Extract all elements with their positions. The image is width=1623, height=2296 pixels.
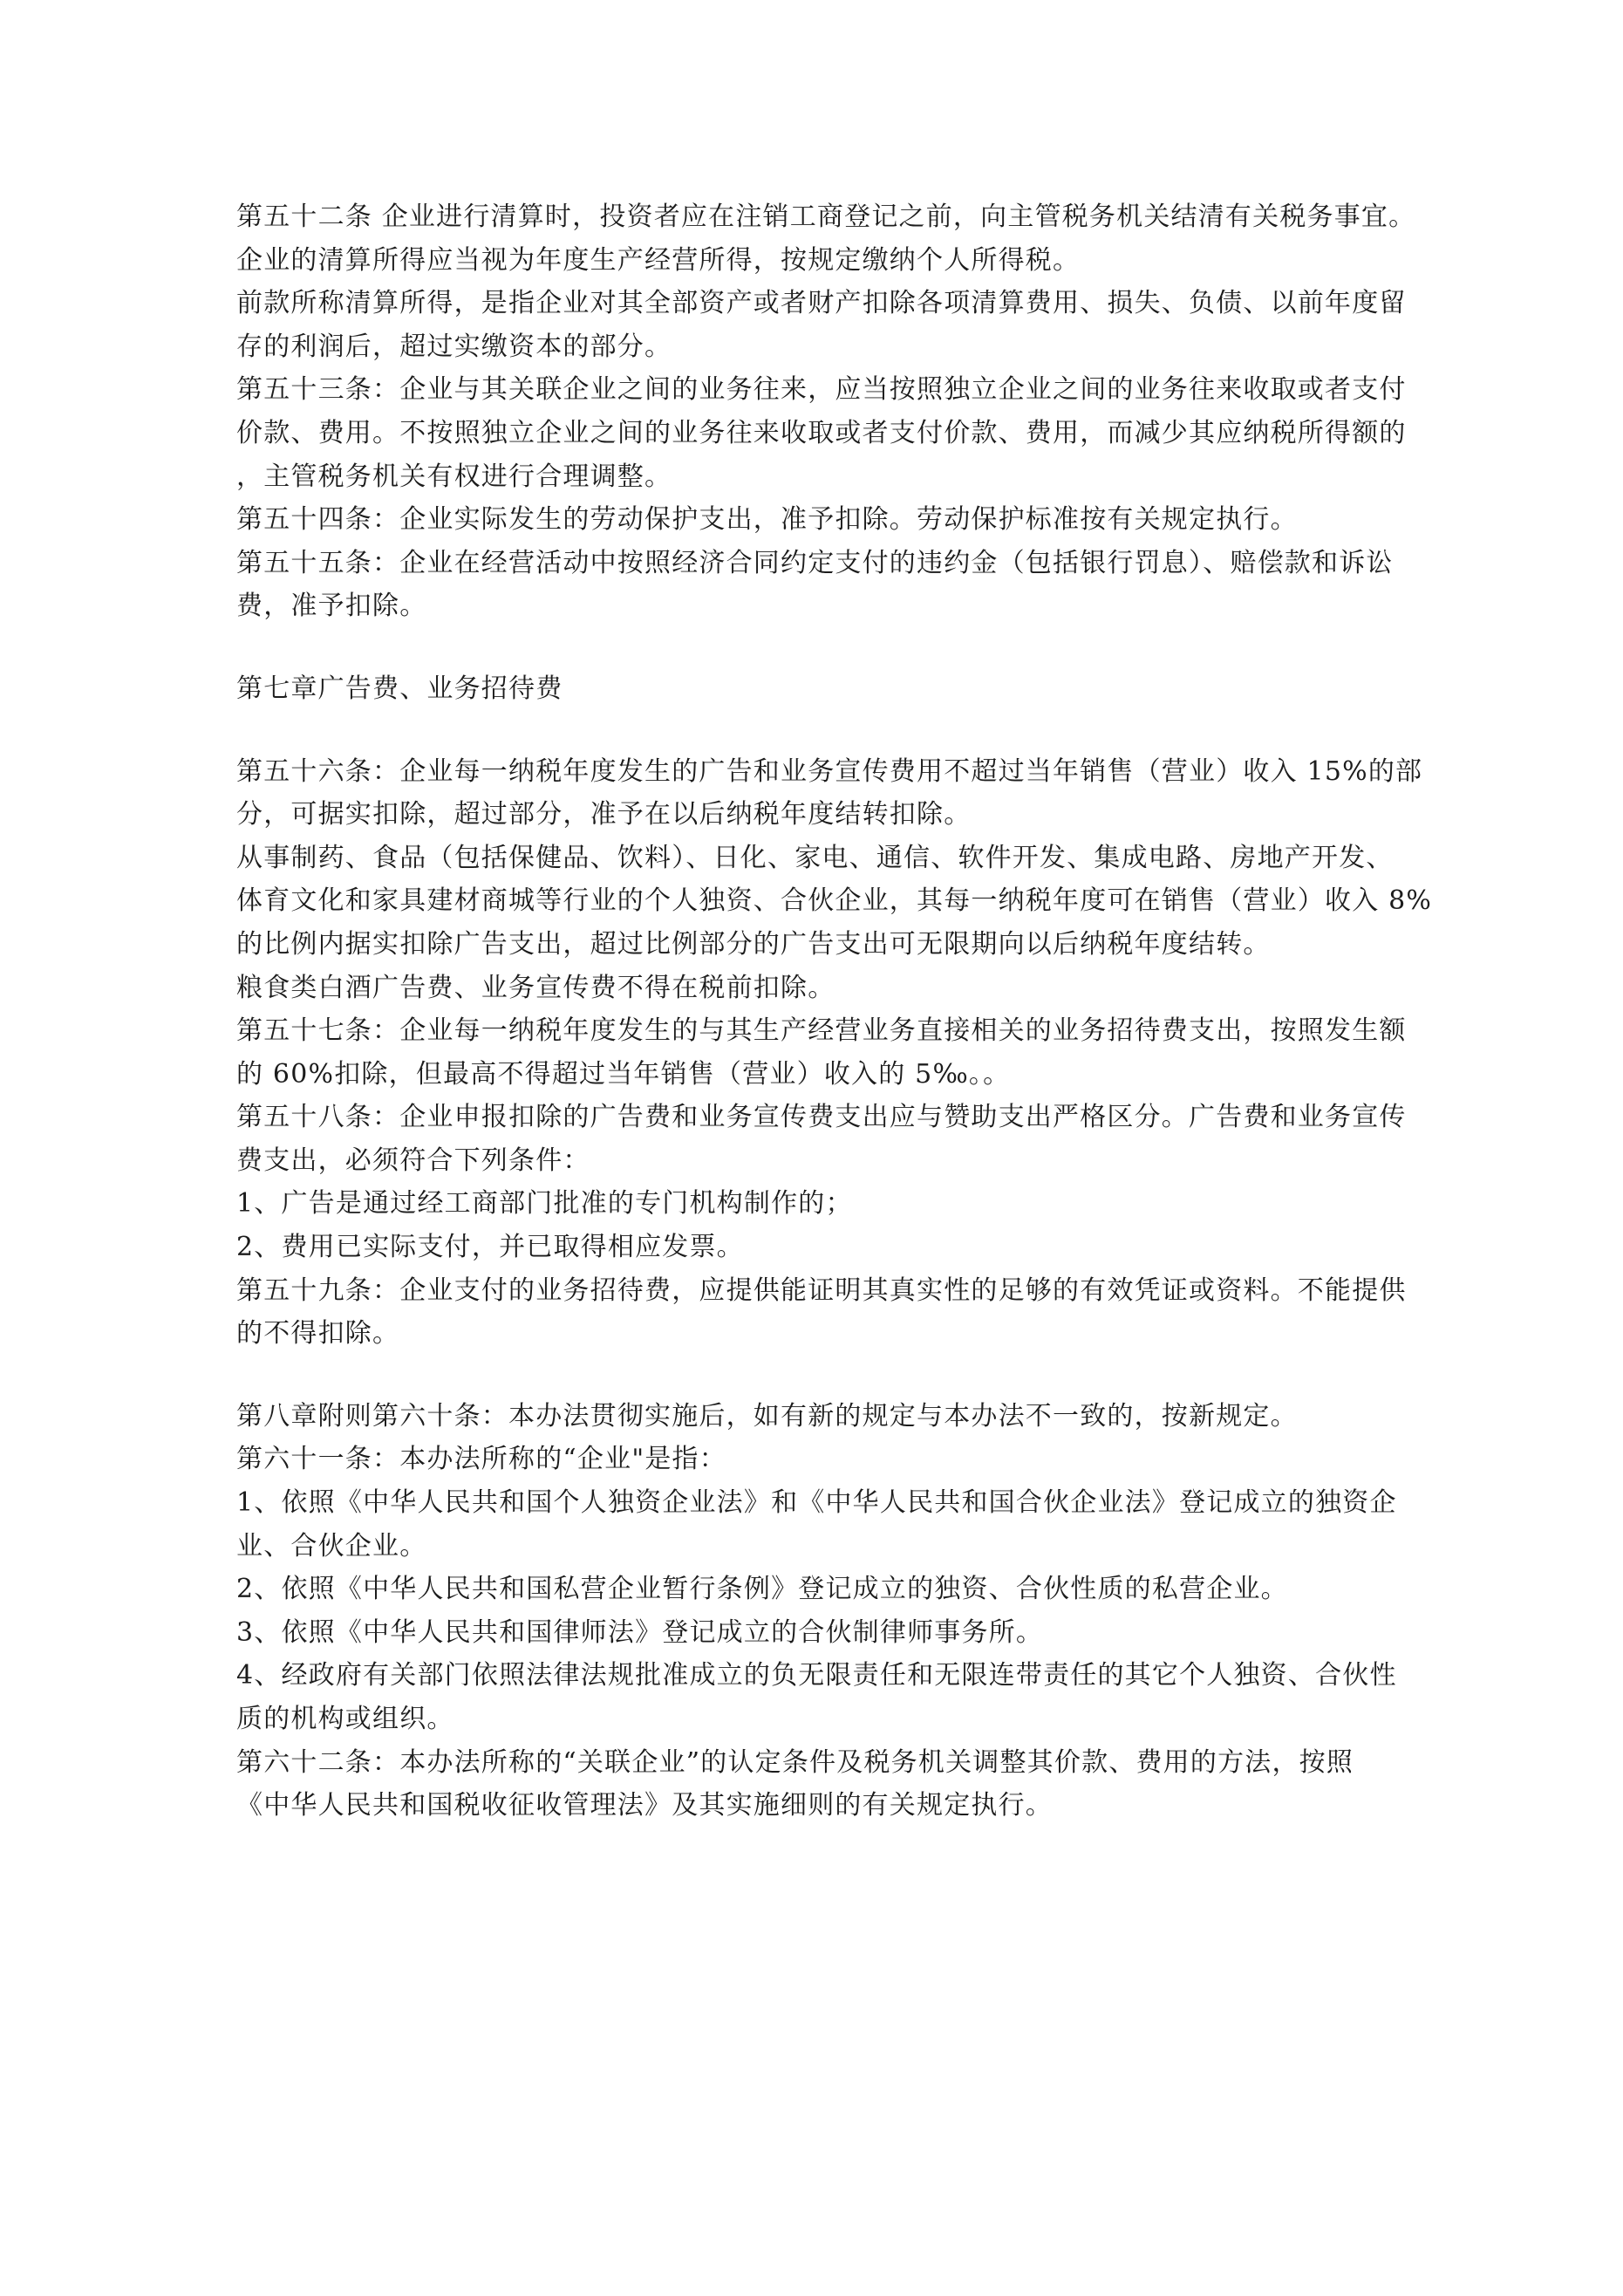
text-line: 企业的清算所得应当视为年度生产经营所得，按规定缴纳个人所得税。 <box>236 244 1081 276</box>
text-line: 粮食类白酒广告费、业务宣传费不得在税前扣除。 <box>236 972 835 1003</box>
text-line: 费支出，必须符合下列条件： <box>236 1145 590 1176</box>
text-line: 前款所称清算所得，是指企业对其全部资产或者财产扣除各项清算费用、损失、负债、以前年度留 <box>236 288 1407 319</box>
section-chapter-8-annex <box>236 1395 1449 1828</box>
text-line: 1、依照《中华人民共和国个人独资企业法》和《中华人民共和国合伙企业法》登记成立的独资企 <box>236 1487 1397 1519</box>
text-line: 分，可据实扣除，超过部分，准予在以后纳税年度结转扣除。 <box>236 799 972 830</box>
text-line: 第五十四条：企业实际发生的劳动保护支出，准予扣除。劳动保护标准按有关规定执行。 <box>236 504 1298 536</box>
section-articles-56-59 <box>236 750 1449 1356</box>
text-line: 的 60%扣除，但最高不得超过当年销售（营业）收入的 5‰。。 <box>236 1058 1011 1090</box>
text-line: 从事制药、食品（包括保健品、饮料）、日化、家电、通信、软件开发、集成电路、房地产开发、 <box>236 842 1394 873</box>
text-line: 的不得扣除。 <box>236 1318 400 1350</box>
text-line: 第五十九条：企业支付的业务招待费，应提供能证明其真实性的足够的有效凭证或资料。不能提供 <box>236 1274 1407 1306</box>
text-line: 4、经政府有关部门依照法律法规批准成立的负无限责任和无限连带责任的其它个人独资、合伙性 <box>236 1660 1397 1691</box>
text-line: 第六十二条：本办法所称的“关联企业”的认定条件及税务机关调整其价款、费用的方法，按照 <box>236 1746 1354 1778</box>
blank-line <box>236 711 1449 750</box>
text-line: 体育文化和家具建材商城等行业的个人独资、合伙企业，其每一纳税年度可在销售（营业）收入 8% <box>236 885 1433 917</box>
text-line: 第五十八条：企业申报扣除的广告费和业务宣传费支出应与赞助支出严格区分。广告费和业务宣传 <box>236 1102 1407 1133</box>
text-line: 第五十三条：企业与其关联企业之间的业务往来，应当按照独立企业之间的业务往来收取或者支付 <box>236 374 1407 406</box>
text-line: 《中华人民共和国税收征收管理法》及其实施细则的有关规定执行。 <box>236 1790 1053 1821</box>
text-line: 第五十七条：企业每一纳税年度发生的与其生产经营业务直接相关的业务招待费支出，按照发生额 <box>236 1015 1407 1047</box>
text-line: 第六十一条：本办法所称的“企业"是指： <box>236 1444 726 1475</box>
text-line: 价款、费用。不按照独立企业之间的业务往来收取或者支付价款、费用，而减少其应纳税所得额的 <box>236 417 1407 448</box>
text-line: 3、依照《中华人民共和国律师法》登记成立的合伙制律师事务所。 <box>236 1616 1044 1648</box>
text-line: 费，准予扣除。 <box>236 591 427 622</box>
text-line: 第五十二条 企业进行清算时，投资者应在注销工商登记之前，向主管税务机关结清有关税务事宜。 <box>236 202 1416 232</box>
text-line: 存的利润后，超过实缴资本的部分。 <box>236 331 672 362</box>
text-line: 第五十六条：企业每一纳税年度发生的广告和业务宣传费用不超过当年销售（营业）收入 15%的部 <box>236 755 1423 787</box>
section-articles-52-55 <box>236 195 1449 628</box>
chapter-heading: 第七章广告费、业务招待费 <box>236 673 563 704</box>
blank-line <box>236 1356 1449 1395</box>
text-line: ，主管税务机关有权进行合理调整。 <box>236 461 672 492</box>
text-line: 2、依照《中华人民共和国私营企业暂行条例》登记成立的独资、合伙性质的私营企业。 <box>236 1574 1288 1605</box>
text-line: 的比例内据实扣除广告支出，超过比例部分的广告支出可无限期向以后纳税年度结转。 <box>236 928 1271 960</box>
text-line: 业、合伙企业。 <box>236 1530 427 1561</box>
text-line: 2、费用已实际支付，并已取得相应发票。 <box>236 1232 744 1263</box>
blank-line <box>236 628 1449 667</box>
text-line: 质的机构或组织。 <box>236 1704 454 1734</box>
text-line: 第五十五条：企业在经营活动中按照经济合同约定支付的违约金（包括银行罚息）、赔偿款和诉讼 <box>236 547 1394 578</box>
text-line: 1、广告是通过经工商部门批准的专门机构制作的； <box>236 1188 853 1220</box>
text-line: 第八章附则第六十条：本办法贯彻实施后，如有新的规定与本办法不一致的，按新规定。 <box>236 1400 1298 1432</box>
